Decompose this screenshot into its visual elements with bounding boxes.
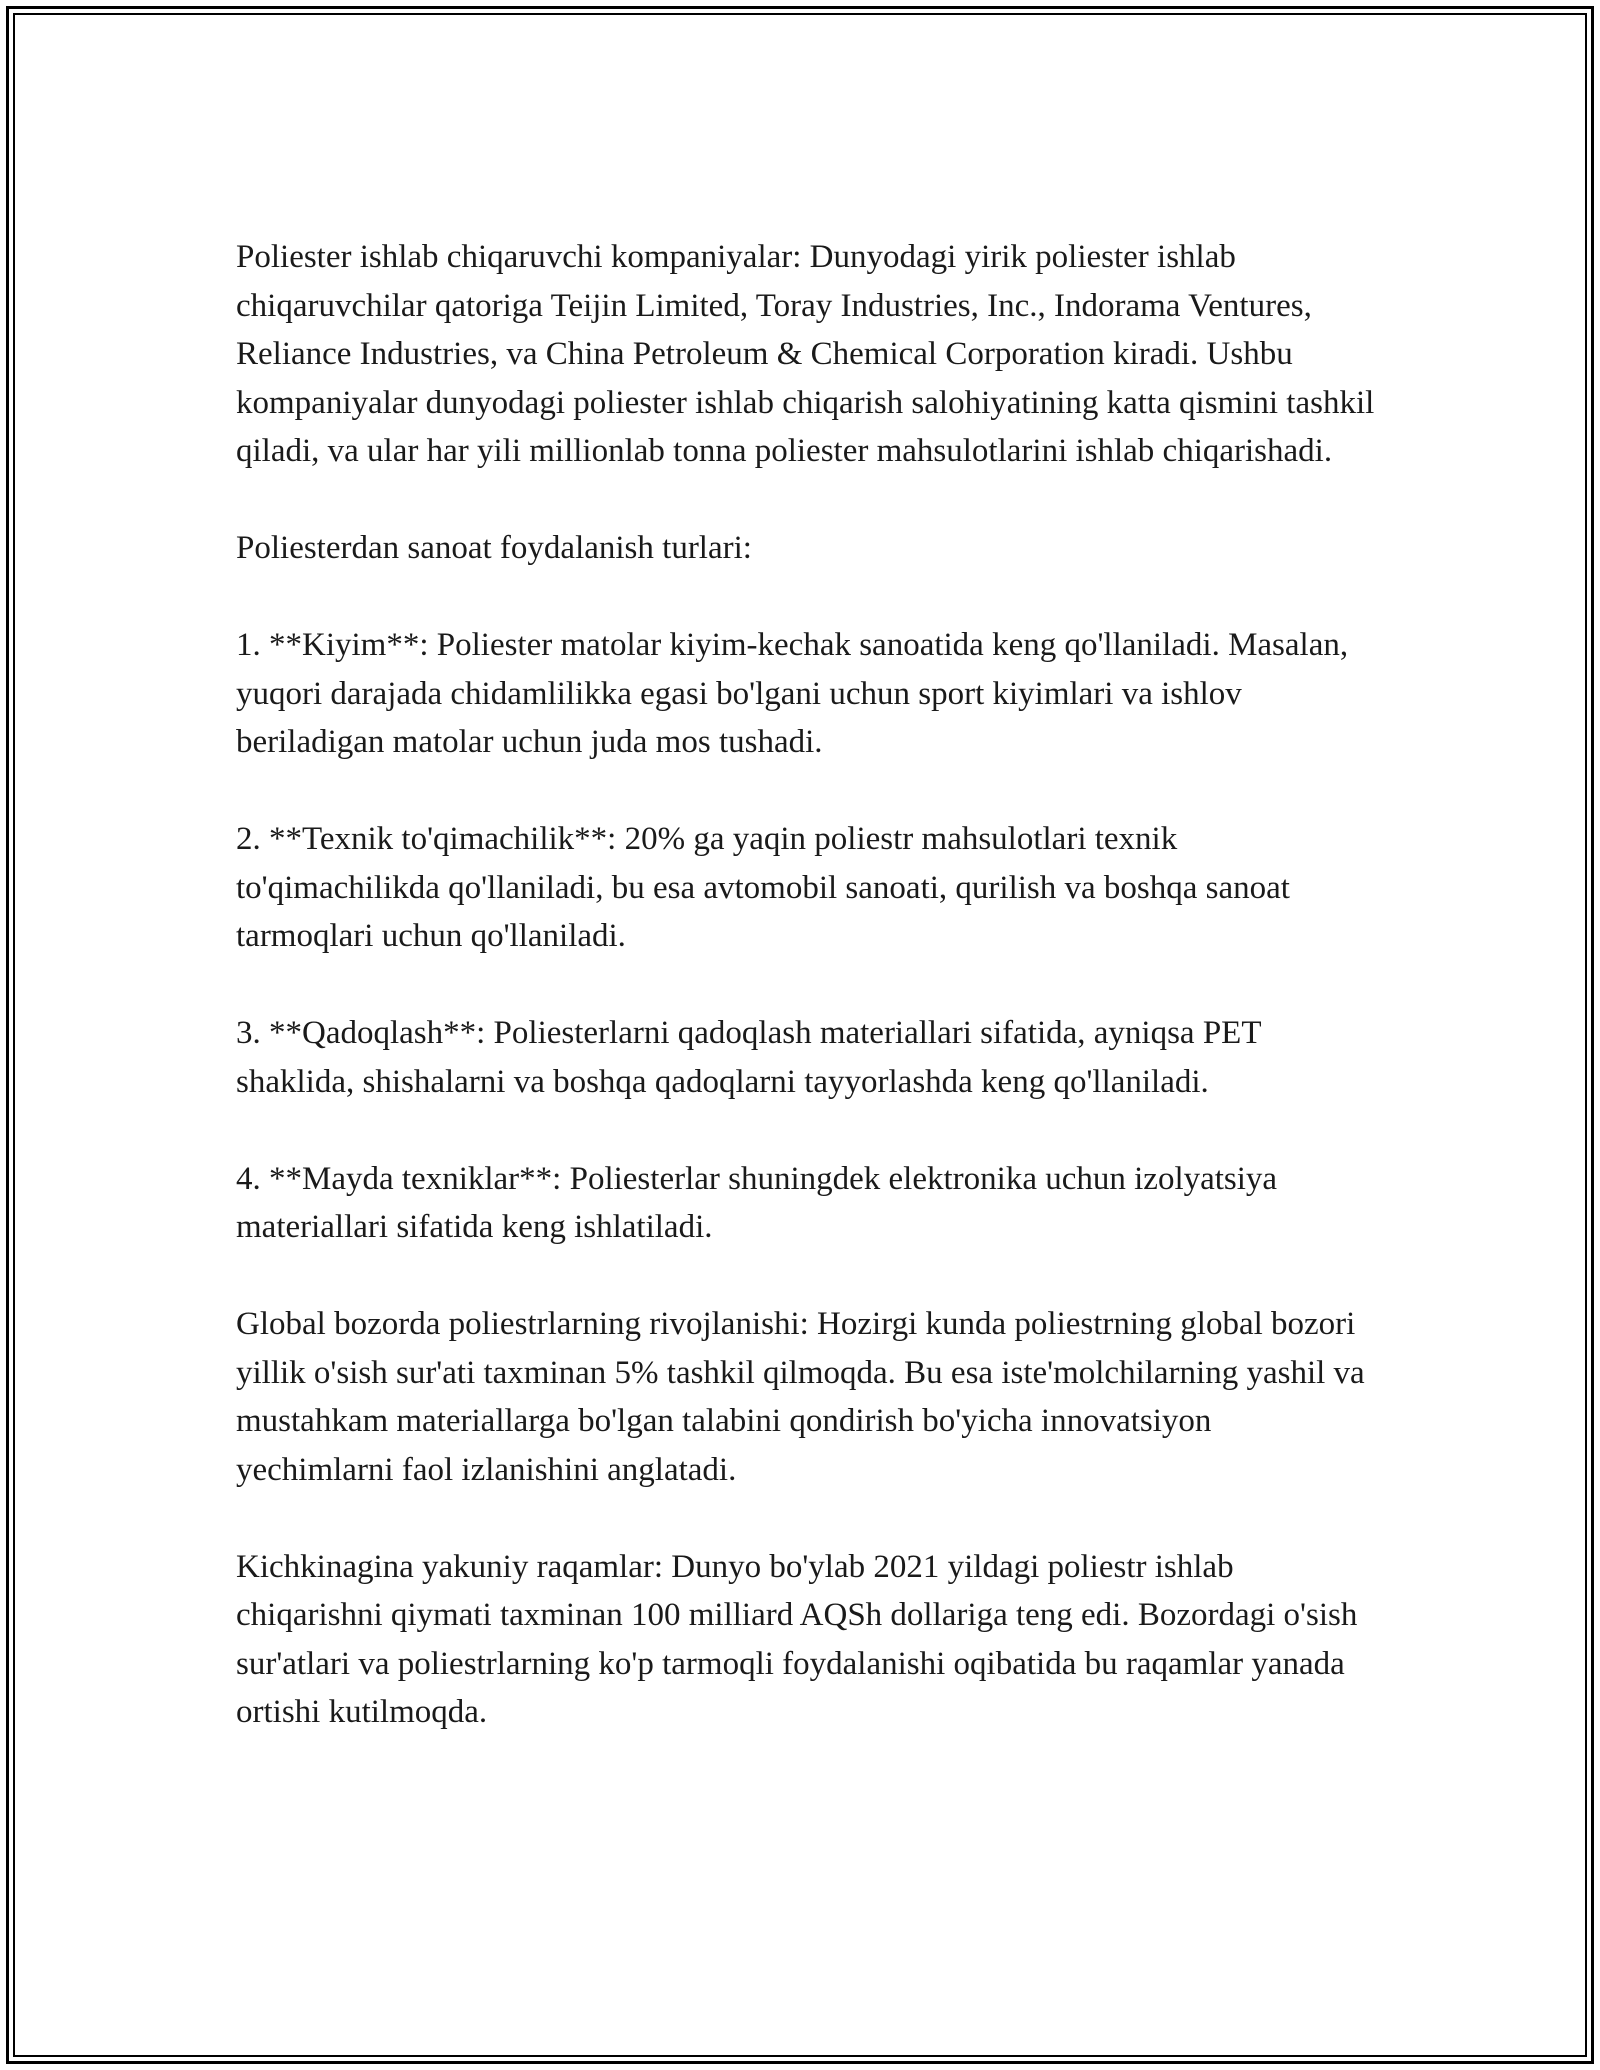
list-item-clothing: 1. **Kiyim**: Poliester matolar kiyim-kechak sanoatida keng qo'llaniladi. Masalan, yuqori darajada chidamlilikka egasi bo'lgani uchun sport kiyimlari va ishlov beriladigan matolar uchun juda mos tushadi. — [236, 627, 1349, 760]
list-item-packaging: 3. **Qadoqlash**: Poliesterlarni qadoqlash materiallari sifatida, ayniqsa PET shaklida, shishalarni va boshqa qadoqlarni tayyorlashda keng qo'llaniladi. — [236, 1015, 1261, 1100]
paragraph-polyester-manufacturers: Poliester ishlab chiqaruvchi kompaniyalar: Dunyodagi yirik poliester ishlab chiqaruvchilar qatoriga Teijin Limited, Toray Industries, Inc., Indorama Ventures, Reliance Industries, va China Petroleum & Chemical Corporation kiradi. Ushbu kompaniyalar dunyodagi poliester ishlab chiqarish salohiyatining katta qismini tashkil qiladi, va ular har yili millionlab tonna poliester mahsulotlarini ishlab chiqarishadi. — [236, 239, 1375, 469]
paragraph-industrial-uses-heading: Poliesterdan sanoat foydalanish turlari: — [236, 530, 752, 566]
list-item-technical-textiles: 2. **Texnik to'qimachilik**: 20% ga yaqin poliestr mahsulotlari texnik to'qimachilikda qo'llaniladi, bu esa avtomobil sanoati, qurilish va boshqa sanoat tarmoqlari uchun qo'llaniladi. — [236, 821, 1290, 954]
document-body — [236, 233, 1376, 1737]
paragraph-final-figures: Kichkinagina yakuniy raqamlar: Dunyo bo'ylab 2021 yildagi poliestr ishlab chiqarishni qiymati taxminan 100 milliard AQSh dollariga teng edi. Bozordagi o'sish sur'atlari va poliestrlarning ko'p tarmoqli foydalanishi oqibatida bu raqamlar yanada ortishi kutilmoqda. — [236, 1548, 1358, 1730]
paragraph-global-market: Global bozorda poliestrlarning rivojlanishi: Hozirgi kunda poliestrning global bozori yillik o'sish sur'ati taxminan 5% tashkil qilmoqda. Bu esa iste'molchilarning yashil va mustahkam materiallarga bo'lgan talabini qondirish bo'yicha innovatsiyon yechimlarni faol izlanishini anglatadi. — [236, 1306, 1365, 1488]
list-item-small-technics: 4. **Mayda texniklar**: Poliesterlar shuningdek elektronika uchun izolyatsiya materiallari sifatida keng ishlatiladi. — [236, 1160, 1278, 1245]
